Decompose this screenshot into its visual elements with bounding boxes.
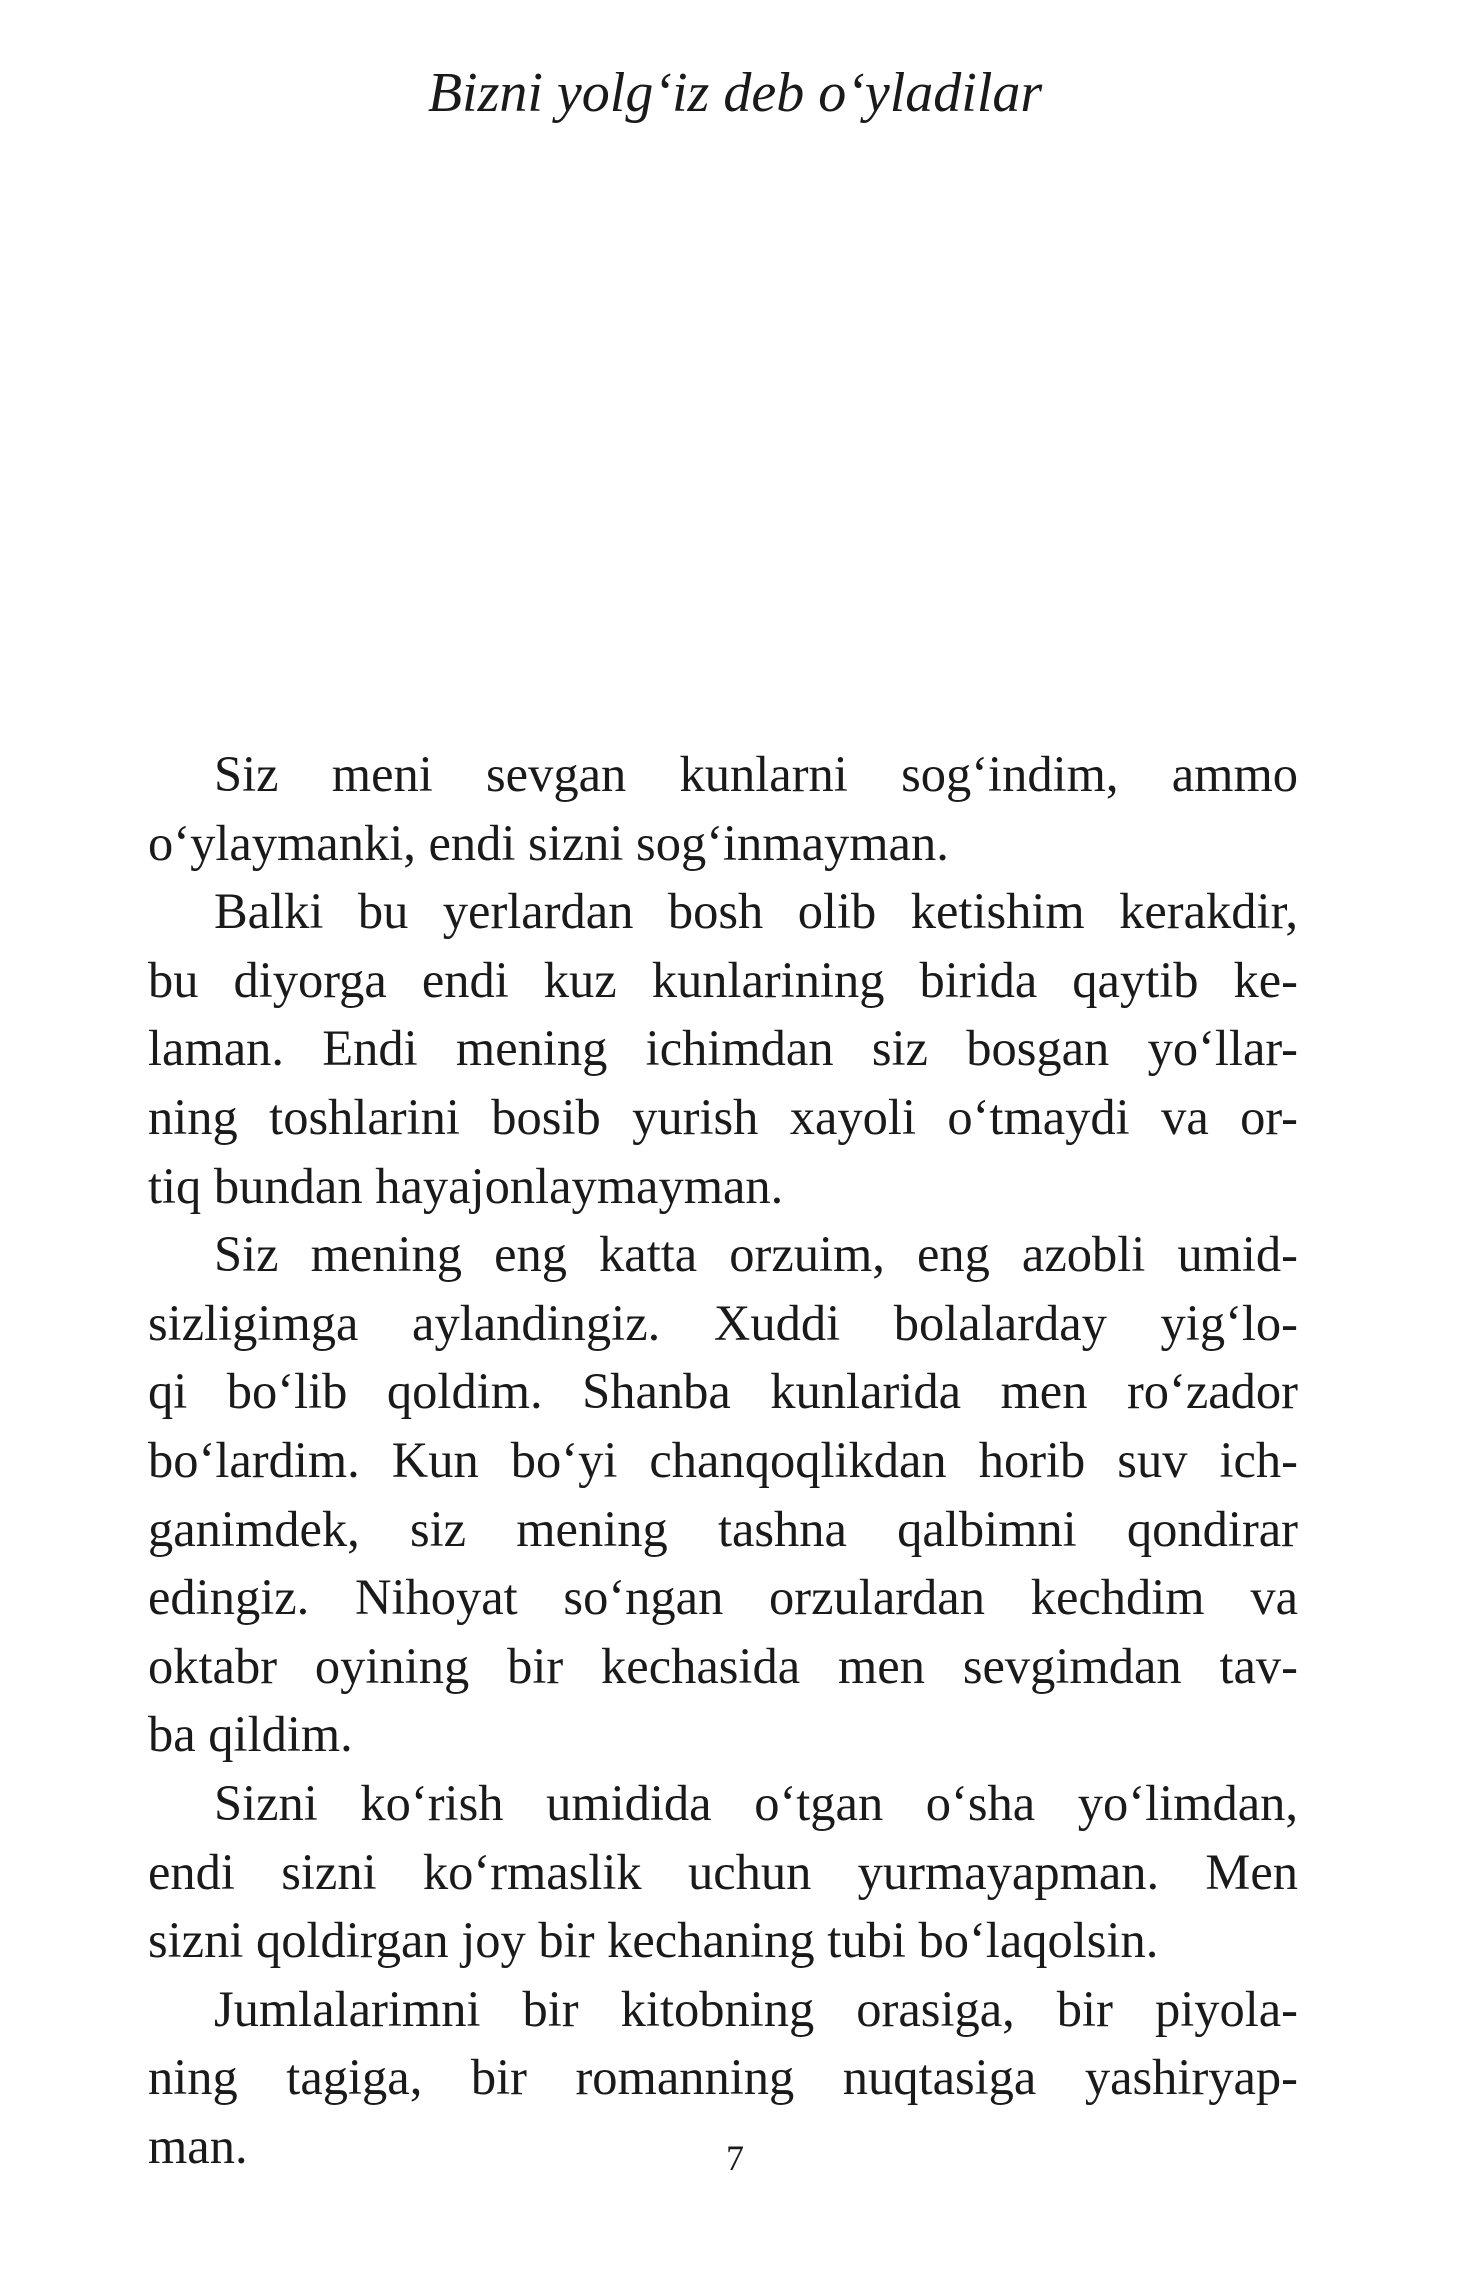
text-line: sizni qoldirgan joy bir kechaning tubi bo‘laqolsin. bbox=[148, 1912, 1159, 1969]
text-line: edingiz. Nihoyat so‘ngan orzulardan kechdim va bbox=[148, 1569, 1298, 1626]
text-line: tiq bundan hayajonlaymayman. bbox=[148, 1157, 784, 1214]
text-line: Siz meni sevgan kunlarni sog‘indim, ammo bbox=[214, 746, 1298, 802]
text-line: ning toshlarini bosib yurish xayoli o‘tmaydi va or- bbox=[148, 1088, 1298, 1145]
text-line: Siz mening eng katta orzuim, eng azobli umid- bbox=[214, 1226, 1298, 1283]
paragraph bbox=[148, 877, 1298, 1220]
text-line: Jumlalarimni bir kitobning orasiga, bir piyola- bbox=[214, 1980, 1298, 2037]
paragraph bbox=[148, 1220, 1298, 1769]
text-line: oktabr oyining bir kechasida men sevgimdan tav- bbox=[148, 1637, 1298, 1694]
text-line: man. bbox=[148, 2117, 248, 2174]
text-line: ba qildim. bbox=[148, 1706, 353, 1763]
text-line: qi bo‘lib qoldim. Shanba kunlarida men ro‘zador bbox=[148, 1363, 1298, 1420]
text-line: Balki bu yerlardan bosh olib ketishim kerakdir, bbox=[214, 883, 1298, 940]
text-line: laman. Endi mening ichimdan siz bosgan yo‘llar- bbox=[148, 1020, 1298, 1077]
body-text bbox=[148, 740, 1298, 2180]
text-line: o‘ylaymanki, endi sizni sog‘inmayman. bbox=[148, 814, 949, 871]
page-number: 7 bbox=[726, 2138, 744, 2178]
running-head: Bizni yolg‘iz deb o‘yladilar bbox=[427, 62, 1043, 124]
text-line: sizligimga aylandingiz. Xuddi bolalarday yig‘lo- bbox=[148, 1294, 1298, 1351]
text-line: bu diyorga endi kuz kunlarining birida qaytib ke- bbox=[148, 951, 1298, 1008]
paragraph bbox=[148, 740, 1298, 877]
text-line: Sizni ko‘rish umidida o‘tgan o‘sha yo‘limdan, bbox=[214, 1774, 1298, 1831]
paragraph bbox=[148, 1769, 1298, 1975]
text-line: bo‘lardim. Kun bo‘yi chanqoqlikdan horib suv ich- bbox=[148, 1431, 1298, 1488]
text-line: ning tagiga, bir romanning nuqtasiga yashiryap- bbox=[148, 2049, 1298, 2106]
text-line: ganimdek, siz mening tashna qalbimni qondirar bbox=[148, 1500, 1298, 1557]
text-line: endi sizni ko‘rmaslik uchun yurmayapman. Men bbox=[148, 1843, 1298, 1900]
